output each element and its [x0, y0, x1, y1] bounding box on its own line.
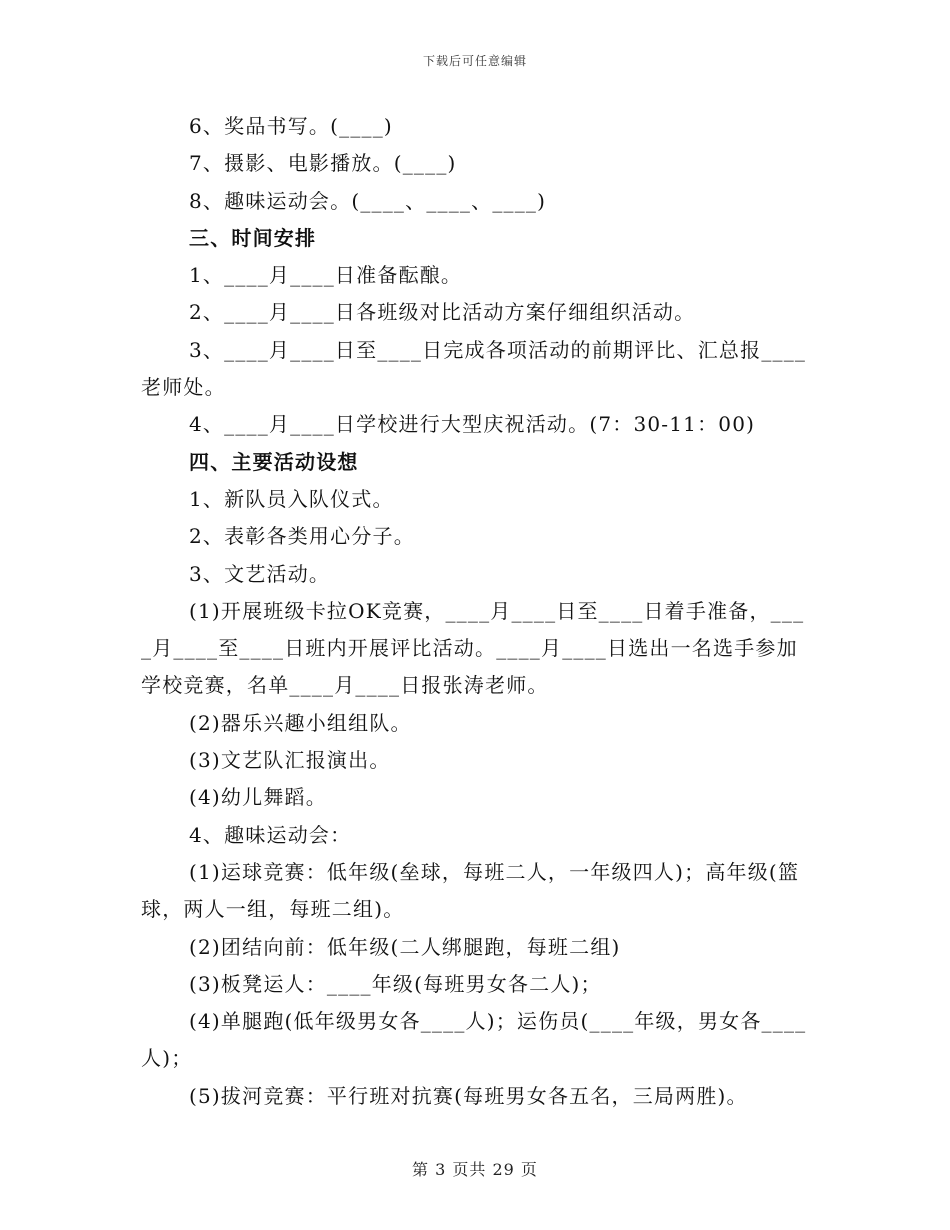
list-item-prize-writing: 6、奖品书写。(____) — [189, 114, 393, 138]
section-heading-schedule: 三、时间安排 — [189, 225, 317, 250]
sports-subitem-5: (5)拔河竞赛：平行班对抗赛(每班男女各五名，三局两胜)。 — [189, 1083, 748, 1108]
arts-subitem-4: (4)幼儿舞蹈。 — [189, 785, 327, 810]
schedule-item-4: 4、____月____日学校进行大型庆祝活动。(7：30-11：00) — [189, 412, 756, 437]
arts-subitem-2: (2)器乐兴趣小组组队。 — [189, 710, 412, 735]
document-body — [141, 108, 809, 1115]
arts-subitem-1-continued-2: 学校竞赛，名单____月____日报张涛老师。 — [141, 673, 549, 698]
schedule-item-3: 3、____月____日至____日完成各项活动的前期评比、汇总报____ — [189, 337, 807, 362]
arts-subitem-1-continued: _月____至____日班内开展评比活动。____月____日选出一名选手参加 — [141, 636, 798, 661]
page-number: 第 3 页共 29 页 — [412, 1160, 538, 1179]
list-item-photography: 7、摄影、电影播放。(____) — [189, 151, 457, 176]
list-item-fun-sports: 8、趣味运动会。(____、____、____) — [189, 188, 547, 213]
arts-subitem-3: (3)文艺队汇报演出。 — [189, 748, 391, 773]
activity-item-3: 3、文艺活动。 — [189, 561, 331, 586]
sports-subitem-1: (1)运球竞赛：低年级(垒球，每班二人，一年级四人)；高年级(篮 — [189, 859, 800, 884]
activity-item-2: 2、表彰各类用心分子。 — [189, 524, 415, 549]
section-heading-activities: 四、主要活动设想 — [189, 449, 359, 474]
schedule-item-3-continued: 老师处。 — [141, 375, 226, 400]
activity-item-4: 4、趣味运动会： — [189, 822, 352, 847]
page-header: 下载后可任意编辑 — [422, 54, 527, 68]
sports-subitem-1-continued: 球，两人一组，每班二组)。 — [141, 897, 405, 922]
sports-subitem-2: (2)团结向前：低年级(二人绑腿跑，每班二组) — [189, 934, 621, 959]
sports-subitem-3: (3)板凳运人：____年级(每班男女各二人)； — [189, 971, 602, 996]
activity-item-1: 1、新队员入队仪式。 — [189, 486, 394, 511]
schedule-item-2: 2、____月____日各班级对比活动方案仔细组织活动。 — [189, 300, 696, 325]
schedule-item-1: 1、____月____日准备酝酿。 — [189, 263, 463, 288]
sports-subitem-4-continued: 人)； — [141, 1046, 193, 1071]
arts-subitem-1: (1)开展班级卡拉OK竞赛，____月____日至____日着手准备，___ — [189, 598, 805, 623]
sports-subitem-4: (4)单腿跑(低年级男女各____人)；运伤员(____年级，男女各____ — [189, 1009, 807, 1034]
